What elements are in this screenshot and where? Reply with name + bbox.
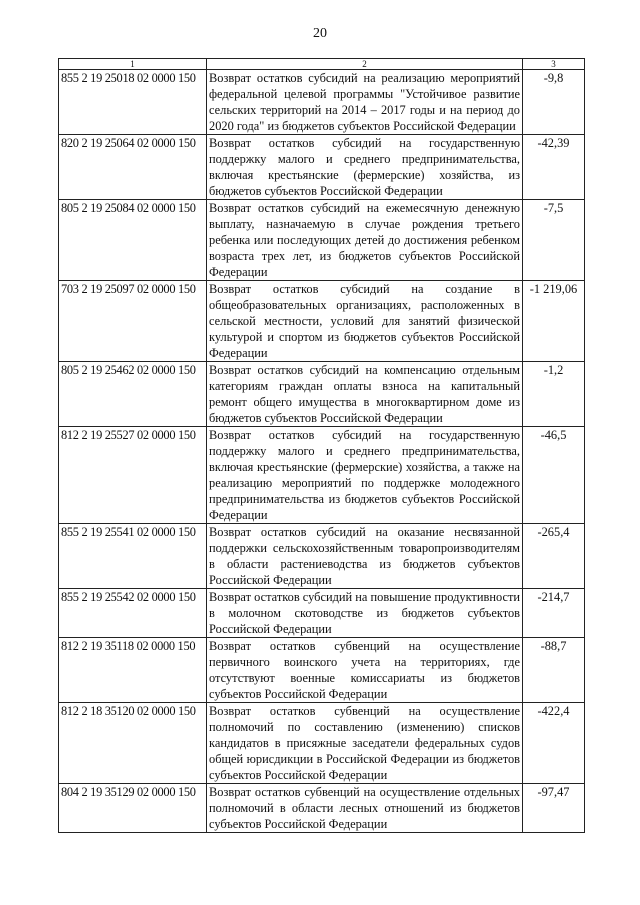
description-cell: Возврат остатков субсидий на реализацию мероприятий федеральной целевой программы "Устойчивое развитие сельских территорий на 2014 – 2017 годы и на период до 2020 года" из бюджетов субъектов Российской Федерации — [207, 70, 523, 135]
description-cell: Возврат остатков субсидий на государственную поддержку малого и среднего предпринимательства, включая крестьянские (фермерские) хозяйства, из бюджетов субъектов Российской Федерации — [207, 135, 523, 200]
table-row — [59, 589, 585, 638]
description-cell: Возврат остатков субвенций на осуществление отдельных полномочий в области лесных отношений из бюджетов субъектов Российской Федерации — [207, 784, 523, 833]
table-row — [59, 784, 585, 833]
table-row — [59, 362, 585, 427]
description-cell: Возврат остатков субсидий на государственную поддержку малого и среднего предпринимательства, включая крестьянские (фермерские) хозяйства, а также на реализацию мероприятий по поддержке молодежного предпринимательства из бюджетов субъектов Российской Федерации — [207, 427, 523, 524]
description-cell: Возврат остатков субсидий на компенсацию отдельным категориям граждан оплаты взноса на капитальный ремонт общего имущества в многоквартирном доме из бюджетов субъектов Российской Федерации — [207, 362, 523, 427]
amount-cell: -1 219,06 — [523, 281, 585, 362]
budget-code-cell: 812 2 18 35120 02 0000 150 — [59, 703, 207, 784]
amount-cell: -265,4 — [523, 524, 585, 589]
table-row — [59, 427, 585, 524]
amount-cell: -46,5 — [523, 427, 585, 524]
table-row — [59, 524, 585, 589]
budget-code-cell: 805 2 19 25084 02 0000 150 — [59, 200, 207, 281]
amount-cell: -1,2 — [523, 362, 585, 427]
description-cell: Возврат остатков субсидий на ежемесячную денежную выплату, назначаемую в случае рождения третьего ребенка или последующих детей до достижения ребенком возраста трех лет, из бюджетов субъектов Российской Федерации — [207, 200, 523, 281]
table-row — [59, 135, 585, 200]
column-header-description: 2 — [207, 59, 523, 70]
description-cell: Возврат остатков субвенций на осуществление первичного воинского учета на территориях, где отсутствуют военные комиссариаты из бюджетов субъектов Российской Федерации — [207, 638, 523, 703]
column-header-code: 1 — [59, 59, 207, 70]
table-row — [59, 281, 585, 362]
table-row — [59, 70, 585, 135]
amount-cell: -7,5 — [523, 200, 585, 281]
description-cell: Возврат остатков субсидий на создание в общеобразовательных организациях, расположенных в сельской местности, условий для занятий физической культурой и спортом из бюджетов субъектов Российской Федерации — [207, 281, 523, 362]
table-row — [59, 200, 585, 281]
description-cell: Возврат остатков субсидий на оказание несвязанной поддержки сельскохозяйственным товаропроизводителям в области растениеводства из бюджетов субъектов Российской Федерации — [207, 524, 523, 589]
budget-table-body — [59, 59, 585, 833]
amount-cell: -42,39 — [523, 135, 585, 200]
budget-code-cell: 855 2 19 25542 02 0000 150 — [59, 589, 207, 638]
column-header-amount: 3 — [523, 59, 585, 70]
budget-table — [58, 58, 585, 833]
budget-code-cell: 805 2 19 25462 02 0000 150 — [59, 362, 207, 427]
description-cell: Возврат остатков субсидий на повышение продуктивности в молочном скотоводстве из бюджетов субъектов Российской Федерации — [207, 589, 523, 638]
amount-cell: -422,4 — [523, 703, 585, 784]
amount-cell: -97,47 — [523, 784, 585, 833]
budget-code-cell: 812 2 19 35118 02 0000 150 — [59, 638, 207, 703]
page-number: 20 — [313, 26, 327, 41]
amount-cell: -9,8 — [523, 70, 585, 135]
budget-code-cell: 812 2 19 25527 02 0000 150 — [59, 427, 207, 524]
budget-code-cell: 804 2 19 35129 02 0000 150 — [59, 784, 207, 833]
amount-cell: -214,7 — [523, 589, 585, 638]
budget-code-cell: 820 2 19 25064 02 0000 150 — [59, 135, 207, 200]
amount-cell: -88,7 — [523, 638, 585, 703]
table-row — [59, 703, 585, 784]
budget-code-cell: 703 2 19 25097 02 0000 150 — [59, 281, 207, 362]
budget-code-cell: 855 2 19 25018 02 0000 150 — [59, 70, 207, 135]
column-header-row — [59, 59, 585, 70]
table-row — [59, 638, 585, 703]
budget-code-cell: 855 2 19 25541 02 0000 150 — [59, 524, 207, 589]
description-cell: Возврат остатков субвенций на осуществление полномочий по составлению (изменению) списков кандидатов в присяжные заседатели федеральных судов общей юрисдикции в Российской Федерации из бюджетов субъектов Российской Федерации — [207, 703, 523, 784]
